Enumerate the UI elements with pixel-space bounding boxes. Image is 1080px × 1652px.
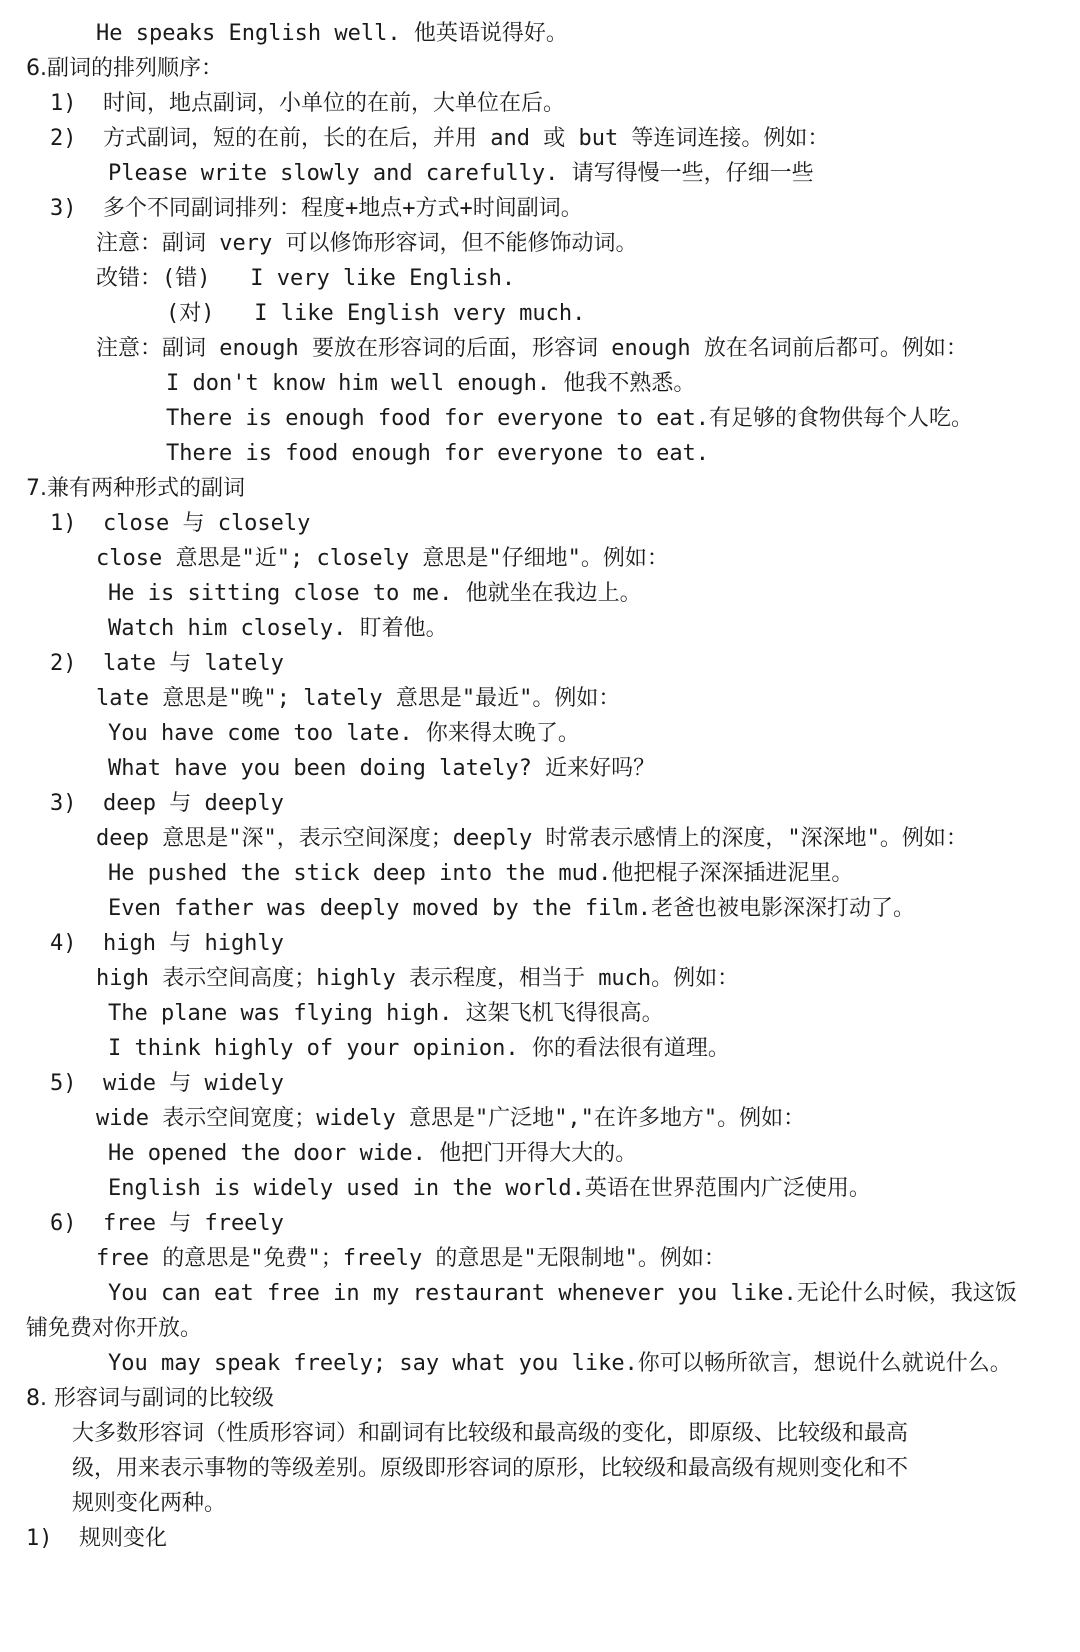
subsection-heading: 6) free 与 freely: [50, 1211, 284, 1236]
example-line: You have come too late. 你来得太晚了。: [108, 721, 580, 746]
subsection-heading: 1) 规则变化: [26, 1526, 167, 1551]
example-line: Even father was deeply moved by the film.老爸也被电影深深打动了。: [108, 896, 916, 921]
note-line: 改错：(错) I very like English.: [96, 266, 516, 291]
subsection-heading: 3) deep 与 deeply: [50, 791, 284, 816]
text-line: 2) 方式副词，短的在前，长的在后，并用 and 或 but 等连词连接。例如：: [50, 126, 830, 151]
example-line: You may speak freely; say what you like.你可以畅所欲言，想说什么就说什么。: [108, 1351, 1012, 1376]
paragraph-line: 大多数形容词（性质形容词）和副词有比较级和最高级的变化，即原级、比较级和最高: [72, 1421, 909, 1446]
example-line-continued: 铺免费对你开放。: [26, 1316, 203, 1341]
note-line: 注意：副词 enough 要放在形容词的后面，形容词 enough 放在名词前后都可。例如：: [96, 336, 968, 361]
example-line: English is widely used in the world.英语在世界范围内广泛使用。: [108, 1176, 871, 1201]
subsection-heading: 4) high 与 highly: [50, 931, 284, 956]
subsection-heading: 1) close 与 closely: [50, 511, 311, 536]
text-line: He speaks English well. 他英语说得好。: [96, 21, 568, 46]
subsection-heading: 2) late 与 lately: [50, 651, 284, 676]
note-line: 注意：副词 very 可以修饰形容词，但不能修饰动词。: [96, 231, 638, 256]
text-line: 1) 时间，地点副词，小单位的在前，大单位在后。: [50, 91, 565, 116]
text-line: close 意思是"近"; closely 意思是"仔细地"。例如：: [96, 546, 669, 571]
example-line: There is food enough for everyone to eat.: [166, 441, 710, 466]
example-line: The plane was flying high. 这架飞机飞得很高。: [108, 1001, 664, 1026]
text-line: wide 表示空间宽度；widely 意思是"广泛地","在许多地方"。例如：: [96, 1106, 806, 1131]
example-line: He opened the door wide. 他把门开得大大的。: [108, 1141, 638, 1166]
text-line: deep 意思是"深"，表示空间深度；deeply 时常表示感情上的深度，"深深地"。例如：: [96, 826, 968, 851]
text-line: high 表示空间高度；highly 表示程度，相当于 much。例如：: [96, 966, 740, 991]
text-line: late 意思是"晚"; lately 意思是"最近"。例如：: [96, 686, 621, 711]
text-line: free 的意思是"免费"；freely 的意思是"无限制地"。例如：: [96, 1246, 726, 1271]
example-line: What have you been doing lately? 近来好吗？: [108, 756, 656, 781]
paragraph-line: 级，用来表示事物的等级差别。原级即形容词的原形，比较级和最高级有规则变化和不: [72, 1456, 909, 1481]
example-line: Please write slowly and carefully. 请写得慢一些，仔细一些: [108, 161, 814, 186]
example-line: He is sitting close to me. 他就坐在我边上。: [108, 581, 642, 606]
section-heading: 7.兼有两种形式的副词: [26, 476, 245, 501]
subsection-heading: 5) wide 与 widely: [50, 1071, 284, 1096]
section-heading: 6.副词的排列顺序：: [26, 56, 223, 81]
example-line: I don't know him well enough. 他我不熟悉。: [166, 371, 696, 396]
example-line: He pushed the stick deep into the mud.他把棍子深深插进泥里。: [108, 861, 854, 886]
example-line: You can eat free in my restaurant whenever you like.无论什么时候，我这饭: [108, 1281, 1017, 1306]
text-line: 3) 多个不同副词排列：程度+地点+方式+时间副词。: [50, 196, 583, 221]
example-line: Watch him closely. 盯着他。: [108, 616, 448, 641]
example-line: There is enough food for everyone to eat.有足够的食物供每个人吃。: [166, 406, 974, 431]
paragraph-line: 规则变化两种。: [72, 1491, 227, 1516]
example-line: I think highly of your opinion. 你的看法很有道理。: [108, 1036, 730, 1061]
section-heading: 8. 形容词与副词的比较级: [26, 1386, 274, 1411]
note-line: (对) I like English very much.: [166, 301, 586, 326]
